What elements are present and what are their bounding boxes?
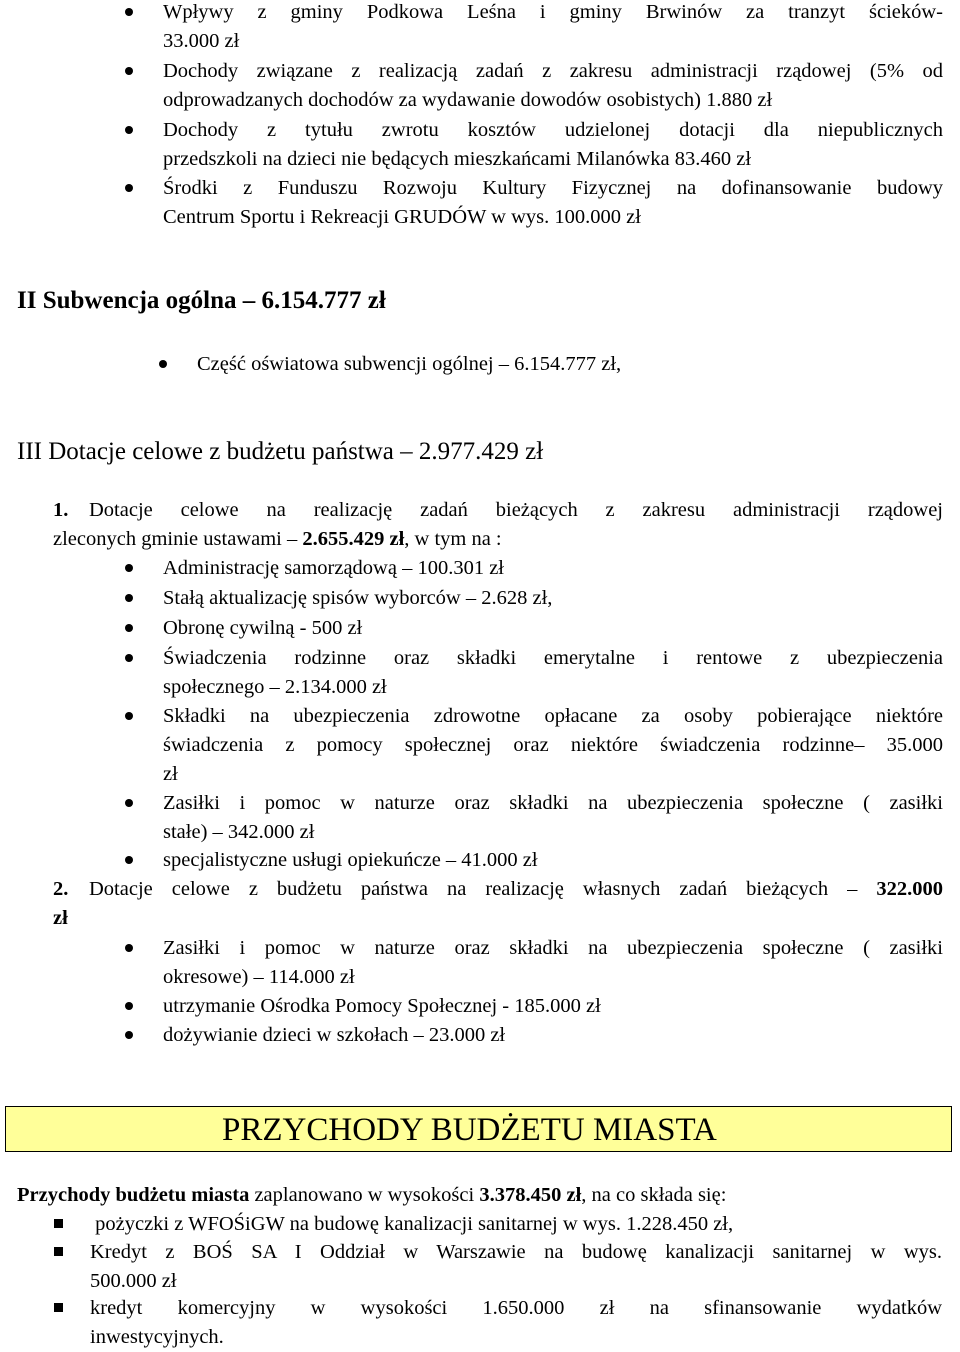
list-item: kredyt komercyjny w wysokości 1.650.000 zł na sfinansowanie wydatków inwestycyjnych.	[90, 1294, 942, 1352]
bullet-item: Administrację samorządową – 100.301 zł	[163, 554, 943, 583]
przychody-intro: Przychody budżetu miasta zaplanowano w wysokości 3.378.450 zł, na co składa się:	[17, 1184, 727, 1206]
document-page: Wpływy z gminy Podkowa Leśna i gminy Brwinów za tranzyt ścieków- 33.000 zł Dochody związane z realizacją zadań z zakresu administracji rządowej (5% od odprowadzanych dochodów za wydawanie dowodów osobistych) 1.880 zł Dochody z tytułu zwrotu kosztów udzielonej dotacji dla niepublicznych przedszkoli na dzieci nie będących mieszkańcami Milanówka 83.460 zł Środki z Funduszu Rozwoju Kultury Fizycznej na dofinansowanie budowy Centrum Sportu i Rekreacji GRUDÓW w wys. 100.000 zł II Subwencja ogólna – 6.154.777 zł Część oświatowa subwencji ogólnej – 6.154.777 zł, III Dotacje celowe z budżetu państwa – 2.977.429 zł 1. Dotacje celowe na realizację zadań bieżących z zakresu administracji rządowej zleconych gminie ustawami – 2.655.429 zł, w tym na : Administrację samorządową – 100.301 zł Stałą aktualizację spisów wyborców – 2.628 zł, Obronę cywilną - 500 zł Świadczenia rodzinne oraz składki emerytalne i rentowe z ubezpieczenia społecznego – 2.134.000 zł Składki na ubezpieczenia zdrowotne opłacane za osoby pobierające niektóre świadczenia z pomocy społecznej oraz niektóre świadczenia rodzinne– 35.000 zł Zasiłki i pomoc w naturze oraz składki na ubezpieczenia społeczne ( zasiłki stałe) – 342.000 zł specjalistyczne usługi opiekuńcze – 41.000 zł 2. Dotacje celowe z budżetu państwa na realizację własnych zadań bieżących – 322.000 zł Zasiłki i pomoc w naturze oraz składki na ubezpieczenia społeczne ( zasiłki okresowe) – 114.000 zł utrzymanie Ośrodka Pomocy Społecznej - 185.000 zł dożywianie dzieci w szkołach – 23.000 zł PRZYCHODY BUDŻETU MIASTA Przychody budżetu miasta zaplanowano w wysokości 3.378.450 zł, na co składa się: pożyczki z WFOŚiGW na budowę kanalizacji sanitarnej w wys. 1.228.450 zł, Kredyt z BOŚ SA I Oddział w Warszawie na budowę kanalizacji sanitarnej w wys. 500.000 zł kredyt komercyjny w wysokości 1.650.000 zł na sfinansowanie wydatków inwestycyjnych.	[0, 0, 960, 1350]
bullet-item: Zasiłki i pomoc w naturze oraz składki na ubezpieczenia społeczne ( zasiłki stałe) – 342.000 zł	[163, 789, 943, 847]
bullet-item: Stałą aktualizację spisów wyborców – 2.628 zł,	[163, 584, 943, 613]
section-heading-dotacje: III Dotacje celowe z budżetu państwa – 2.977.429 zł	[17, 438, 544, 465]
bullet-item: Dochody związane z realizacją zadań z zakresu administracji rządowej (5% od odprowadzanych dochodów za wydawanie dowodów osobistych) 1.880 zł	[163, 57, 943, 115]
bullet-item: Wpływy z gminy Podkowa Leśna i gminy Brwinów za tranzyt ścieków- 33.000 zł	[163, 0, 943, 56]
bullet-item: Środki z Funduszu Rozwoju Kultury Fizycznej na dofinansowanie budowy Centrum Sportu i Rekreacji GRUDÓW w wys. 100.000 zł	[163, 174, 943, 232]
list-item: pożyczki z WFOŚiGW na budowę kanalizacji sanitarnej w wys. 1.228.450 zł,	[90, 1210, 942, 1239]
bullet-item: Dochody z tytułu zwrotu kosztów udzielonej dotacji dla niepublicznych przedszkoli na dzieci nie będących mieszkańcami Milanówka 83.460 zł	[163, 116, 943, 174]
bullet-item: Część oświatowa subwencji ogólnej – 6.154.777 zł,	[197, 350, 943, 379]
bullet-item: utrzymanie Ośrodka Pomocy Społecznej - 185.000 zł	[163, 992, 943, 1021]
banner-title: PRZYCHODY BUDŻETU MIASTA	[222, 1112, 717, 1148]
bullet-item: specjalistyczne usługi opiekuńcze – 41.000 zł	[163, 846, 943, 875]
bullet-item: Składki na ubezpieczenia zdrowotne opłacane za osoby pobierające niektóre świadczenia z pomocy społecznej oraz niektóre świadczenia rodzinne– 35.000 zł	[163, 702, 943, 789]
section-heading-subwencja: II Subwencja ogólna – 6.154.777 zł	[17, 287, 386, 314]
bullet-item: Zasiłki i pomoc w naturze oraz składki na ubezpieczenia społeczne ( zasiłki okresowe) – 114.000 zł	[163, 934, 943, 992]
bullet-item: Świadczenia rodzinne oraz składki emerytalne i rentowe z ubezpieczenia społecznego – 2.134.000 zł	[163, 644, 943, 702]
bullet-item: dożywianie dzieci w szkołach – 23.000 zł	[163, 1021, 943, 1050]
list-item: Kredyt z BOŚ SA I Oddział w Warszawie na budowę kanalizacji sanitarnej w wys. 500.000 zł	[90, 1238, 942, 1296]
bullet-item: Obronę cywilną - 500 zł	[163, 614, 943, 643]
section-banner	[5, 1106, 952, 1152]
